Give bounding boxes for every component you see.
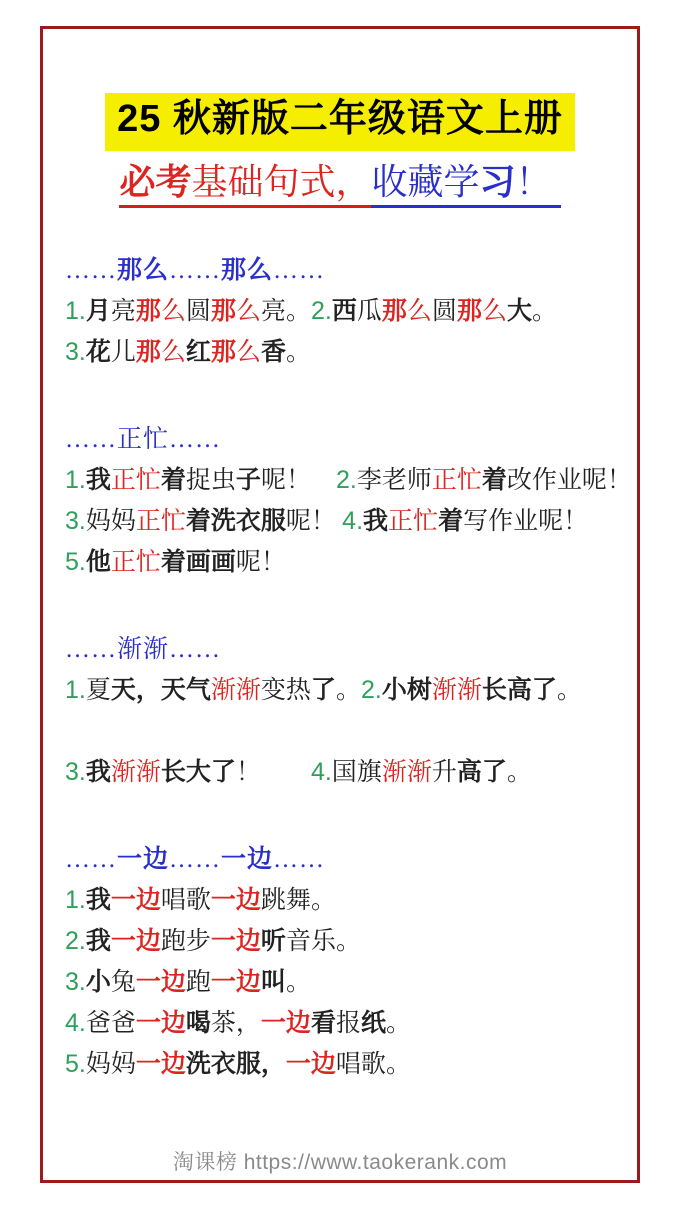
text-segment: 跑 bbox=[185, 969, 211, 997]
blank-line bbox=[65, 711, 633, 752]
sentence-line bbox=[65, 291, 633, 332]
text-segment: 儿 bbox=[110, 339, 136, 367]
text-segment: 小 bbox=[85, 968, 111, 997]
page-border-frame bbox=[40, 26, 640, 1183]
text-segment: 么 bbox=[481, 298, 507, 326]
text-segment: 我 bbox=[85, 758, 111, 787]
text-segment: 茶， bbox=[210, 1010, 261, 1038]
text-segment: 我 bbox=[363, 507, 389, 536]
sentence-line bbox=[65, 332, 633, 373]
text-segment: 香 bbox=[260, 338, 286, 367]
text-segment: 一边 bbox=[210, 968, 261, 997]
text-segment: 1. bbox=[65, 886, 86, 915]
sentence-line bbox=[65, 962, 633, 1003]
text-segment: 那 bbox=[210, 338, 236, 367]
text-segment: 喝 bbox=[185, 1009, 211, 1038]
text-segment: 唱歌 bbox=[160, 887, 211, 915]
text-segment: 一边 bbox=[135, 968, 186, 997]
text-segment: 。 bbox=[556, 677, 582, 705]
text-segment: 渐渐 bbox=[210, 677, 261, 705]
text-segment: 音乐 bbox=[285, 928, 336, 956]
text-segment: 那么 bbox=[221, 256, 274, 285]
text-segment: 正忙 bbox=[135, 508, 186, 536]
text-segment: 高了 bbox=[456, 758, 507, 787]
text-segment: 渐渐 bbox=[381, 759, 432, 787]
text-segment: 。 bbox=[385, 1010, 411, 1038]
text-segment: 一边 bbox=[210, 886, 261, 915]
text-segment: 一边 bbox=[221, 845, 274, 874]
text-segment: 唱歌 bbox=[335, 1051, 386, 1079]
text-segment: 一边 bbox=[210, 927, 261, 956]
text-segment: 那 bbox=[210, 297, 236, 326]
text-segment: ！ bbox=[516, 162, 561, 208]
text-segment: 着洗衣服 bbox=[185, 507, 286, 536]
text-segment: 升 bbox=[431, 759, 457, 787]
text-segment: …… bbox=[169, 257, 222, 285]
sentence-line bbox=[65, 501, 633, 542]
text-segment: 一边 bbox=[135, 1009, 186, 1038]
text-segment: 么 bbox=[406, 298, 432, 326]
text-segment: 。 bbox=[285, 969, 311, 997]
text-segment: 么 bbox=[235, 298, 261, 326]
sentence-line bbox=[65, 1044, 633, 1085]
text-segment: 3. bbox=[65, 338, 86, 367]
text-segment: 。 bbox=[506, 759, 532, 787]
text-segment: 。 bbox=[285, 339, 311, 367]
text-segment: 3. bbox=[65, 507, 86, 536]
sentence-section bbox=[65, 250, 633, 373]
text-segment: 呢！ bbox=[260, 467, 311, 495]
text-segment: 1. bbox=[65, 466, 86, 495]
text-segment: 我 bbox=[85, 927, 111, 956]
text-segment: …… bbox=[65, 846, 117, 874]
sentence-line bbox=[65, 460, 633, 501]
text-segment: 1. bbox=[65, 676, 86, 705]
section-pattern-header bbox=[65, 839, 633, 880]
text-segment: 纸 bbox=[360, 1009, 386, 1038]
text-segment: 那么 bbox=[117, 256, 170, 285]
text-segment: 长大了 bbox=[160, 758, 236, 787]
text-segment: 2. bbox=[335, 466, 357, 495]
text-segment: ……渐渐…… bbox=[65, 636, 222, 664]
sections-container bbox=[65, 250, 633, 1085]
text-segment: 3. bbox=[65, 968, 86, 997]
text-segment: 4. bbox=[310, 758, 332, 787]
text-segment: ……正忙…… bbox=[65, 426, 222, 454]
text-segment: 着 bbox=[481, 466, 507, 495]
title-row bbox=[43, 93, 637, 151]
text-segment: 圆 bbox=[431, 298, 457, 326]
text-segment: 3. bbox=[65, 758, 86, 787]
text-segment: 国旗 bbox=[331, 759, 382, 787]
text-segment: …… bbox=[65, 257, 117, 285]
text-segment: 西 bbox=[331, 297, 357, 326]
text-segment: 子 bbox=[235, 466, 261, 495]
text-segment: 一边 bbox=[110, 927, 161, 956]
text-segment: 红 bbox=[185, 338, 211, 367]
text-segment: 渐渐 bbox=[431, 677, 482, 705]
text-segment: 正忙 bbox=[110, 549, 161, 577]
sentence-line bbox=[65, 921, 633, 962]
text-segment: 一边 bbox=[110, 886, 161, 915]
text-segment: 。 bbox=[335, 677, 361, 705]
text-segment: 亮 bbox=[260, 298, 286, 326]
text-segment: 那 bbox=[381, 297, 407, 326]
text-segment: 他 bbox=[85, 548, 111, 577]
sentence-line bbox=[65, 880, 633, 921]
sentence-section bbox=[65, 419, 633, 583]
text-segment: 。 bbox=[531, 298, 557, 326]
text-segment: 圆 bbox=[185, 298, 211, 326]
text-segment: 李老师 bbox=[356, 467, 432, 495]
sentence-section bbox=[65, 839, 633, 1085]
text-segment: 妈妈 bbox=[85, 1051, 136, 1079]
text-segment: 跳舞 bbox=[260, 887, 311, 915]
text-segment: 2. bbox=[65, 927, 86, 956]
text-segment: 洗衣服， bbox=[185, 1050, 286, 1079]
footer-watermark: 淘课榜 https://www.taokerank.com bbox=[172, 1151, 508, 1174]
sentence-line bbox=[65, 752, 633, 793]
text-segment: 看 bbox=[310, 1009, 336, 1038]
text-segment: 我 bbox=[85, 466, 111, 495]
text-segment: 一边 bbox=[260, 1009, 311, 1038]
text-segment: 么 bbox=[160, 298, 186, 326]
text-segment: 5. bbox=[65, 1050, 86, 1079]
text-segment: ！ bbox=[235, 759, 261, 787]
text-segment: 报 bbox=[335, 1010, 361, 1038]
text-segment: 大 bbox=[506, 297, 532, 326]
sentence-line bbox=[65, 542, 633, 583]
text-segment: 叫 bbox=[260, 968, 286, 997]
text-segment: 。 bbox=[385, 1051, 411, 1079]
text-segment: 写作业呢！ bbox=[463, 508, 589, 536]
text-segment: 么 bbox=[235, 339, 261, 367]
text-segment: 一边 bbox=[117, 845, 170, 874]
text-segment: 瓜 bbox=[356, 298, 382, 326]
text-segment: 正忙 bbox=[431, 467, 482, 495]
text-segment: 正忙 bbox=[110, 467, 161, 495]
text-segment: 。 bbox=[335, 928, 361, 956]
text-segment: 那 bbox=[456, 297, 482, 326]
text-segment: 我 bbox=[85, 886, 111, 915]
text-segment: 必考 bbox=[119, 161, 191, 208]
text-segment: 跑步 bbox=[160, 928, 211, 956]
text-segment: 花 bbox=[85, 338, 111, 367]
page-subtitle bbox=[43, 158, 637, 207]
text-segment: 那 bbox=[135, 338, 161, 367]
text-segment: 收藏学 bbox=[371, 162, 479, 208]
section-pattern-header bbox=[65, 419, 633, 460]
text-segment: 着 bbox=[160, 466, 186, 495]
text-segment: 长高了 bbox=[481, 676, 557, 705]
text-segment: 天，天气 bbox=[110, 676, 211, 705]
text-segment: 习 bbox=[480, 161, 516, 208]
page-title: 25 秋新版二年级语文上册 bbox=[105, 93, 575, 151]
text-segment: 。 bbox=[310, 887, 336, 915]
text-segment: 夏 bbox=[85, 677, 111, 705]
text-segment: 月 bbox=[85, 297, 111, 326]
text-segment: 兔 bbox=[110, 969, 136, 997]
text-segment: 听 bbox=[260, 927, 286, 956]
section-pattern-header bbox=[65, 629, 633, 670]
text-segment: …… bbox=[169, 846, 222, 874]
text-segment: 呢！ bbox=[235, 549, 286, 577]
sentence-line bbox=[65, 1003, 633, 1044]
text-segment: 着 bbox=[438, 507, 464, 536]
text-segment: 小树 bbox=[381, 676, 432, 705]
text-segment: 。 bbox=[285, 298, 311, 326]
text-segment: 4. bbox=[342, 507, 364, 536]
text-segment bbox=[311, 467, 336, 494]
text-segment: 5. bbox=[65, 548, 86, 577]
text-segment: 改作业呢！ bbox=[506, 467, 632, 495]
text-segment: 那 bbox=[135, 297, 161, 326]
text-segment: 渐渐 bbox=[110, 759, 161, 787]
text-segment bbox=[261, 759, 311, 786]
text-segment: 捉虫 bbox=[185, 467, 236, 495]
text-segment: 基础句式， bbox=[191, 162, 371, 208]
text-segment: …… bbox=[273, 257, 326, 285]
text-segment: 妈妈 bbox=[85, 508, 136, 536]
text-segment: 着画画 bbox=[160, 548, 236, 577]
text-segment: 4. bbox=[65, 1009, 86, 1038]
text-segment: 呢！ bbox=[285, 508, 336, 536]
section-pattern-header bbox=[65, 250, 633, 291]
sentence-line bbox=[65, 670, 633, 711]
text-segment: 亮 bbox=[110, 298, 136, 326]
text-segment: 么 bbox=[160, 339, 186, 367]
text-segment: 了 bbox=[310, 676, 336, 705]
text-segment: 1. bbox=[65, 297, 86, 326]
text-segment: 2. bbox=[360, 676, 382, 705]
sentence-section bbox=[65, 629, 633, 793]
text-segment: 正忙 bbox=[388, 508, 439, 536]
text-segment: 变热 bbox=[260, 677, 311, 705]
text-segment: …… bbox=[273, 846, 326, 874]
text-segment: 一边 bbox=[135, 1050, 186, 1079]
text-segment: 2. bbox=[311, 297, 332, 326]
text-segment: 爸爸 bbox=[85, 1010, 136, 1038]
text-segment: 一边 bbox=[285, 1050, 336, 1079]
